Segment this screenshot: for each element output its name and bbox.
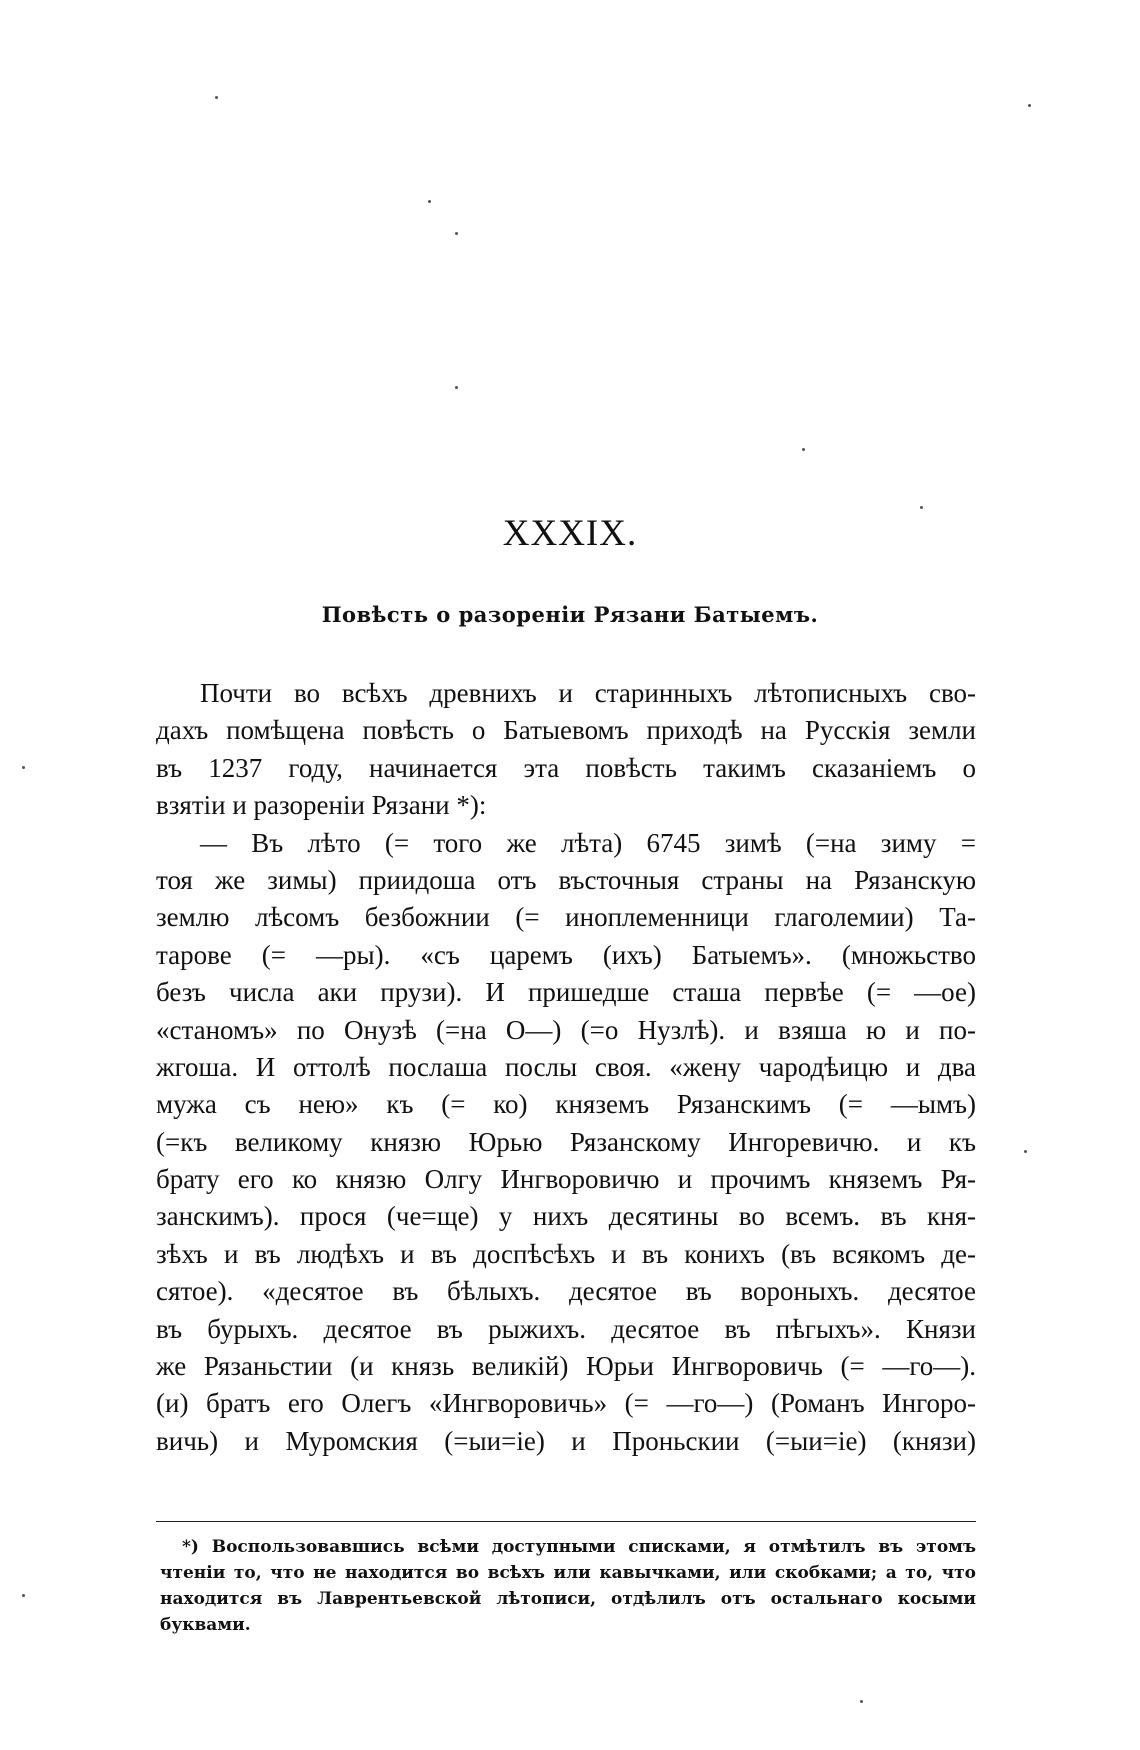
- body-line: — Въ лѣто (= того же лѣта) 6745 зимѣ (=на зиму =: [200, 827, 976, 858]
- body-line: безъ числа аки прузи). И пришедше сташа первѣе (= —ое): [156, 977, 976, 1008]
- body-line: тоя же зимы) приидоша отъ въсточныя страны на Рязанскую: [156, 864, 976, 895]
- scan-speck: [860, 1700, 863, 1703]
- scan-speck: [920, 506, 923, 509]
- footnote-divider: [156, 1521, 976, 1522]
- body-line: въ 1237 году, начинается эта повѣсть такимъ сказаніемъ о: [156, 752, 976, 783]
- body-line: въ бурыхъ. десятое въ рыжихъ. десятое въ пѣгыхъ». Князи: [156, 1313, 976, 1344]
- footnote-line: *) Воспользовавшись всѣми доступными списками, я отмѣтилъ въ этомъ: [182, 1537, 976, 1557]
- body-line: дахъ помѣщена повѣсть о Батыевомъ приходѣ на Русскія земли: [156, 715, 976, 746]
- scan-speck: [215, 96, 218, 99]
- body-line: (и) братъ его Олегъ «Ингворовичь» (= —го—) (Романъ Ингоро-: [156, 1388, 976, 1419]
- footnote-line: чтеніи то, что не находится во всѣхъ или кавычками, или скобками; а то, что: [160, 1563, 976, 1583]
- scan-speck: [1024, 1150, 1027, 1153]
- body-line: Почти во всѣхъ древнихъ и старинныхъ лѣтописныхъ сво-: [200, 678, 976, 708]
- body-line: занскимъ). прося (че=ще) у нихъ десятины во всемъ. въ кня-: [156, 1201, 976, 1232]
- body-line: вичь) и Муромския (=ыи=іе) и Проньскии (=ыи=іе) (князи): [156, 1425, 976, 1456]
- scan-speck: [428, 200, 431, 203]
- scan-speck: [802, 448, 805, 451]
- footnote: [160, 1534, 976, 1638]
- body-line: землю лѣсомъ безбожнии (= иноплеменници глаголемии) Та-: [156, 902, 976, 933]
- body-line: брату его ко князю Олгу Ингворовичю и прочимъ княземъ Ря-: [156, 1164, 976, 1195]
- chapter-title: Повѣсть о разореніи Рязани Батыемъ.: [321, 602, 819, 627]
- footnote-line: находится въ Лаврентьевской лѣтописи, отдѣлилъ отъ остальнаго косыми: [160, 1589, 976, 1609]
- footnote-line: буквами.: [160, 1615, 251, 1635]
- body-line: зѣхъ и въ людѣхъ и въ доспѣсѣхъ и въ конихъ (въ всякомъ де-: [156, 1238, 976, 1269]
- body-line: сятое). «десятое въ бѣлыхъ. десятое въ вороныхъ. десятое: [156, 1276, 976, 1307]
- scan-speck: [22, 1594, 25, 1597]
- body-line: мужа съ нею» къ (= ко) княземъ Рязанскимъ (= —ымъ): [156, 1089, 976, 1120]
- chapter-number: XXXIX.: [502, 513, 638, 554]
- body-line: «станомъ» по Онузѣ (=на О—) (=о Нузлѣ). и взяша ю и по-: [156, 1014, 976, 1045]
- scan-speck: [455, 232, 458, 235]
- body-text: [156, 675, 976, 1460]
- body-line: жгоша. И оттолѣ послаша послы своя. «жену чародѣицю и два: [156, 1051, 976, 1082]
- body-line: взятіи и разореніи Рязани *):: [156, 790, 487, 821]
- body-line: (=къ великому князю Юрью Рязанскому Ингоревичю. и къ: [156, 1126, 976, 1157]
- scan-speck: [455, 386, 458, 389]
- body-line: тарове (= —ры). «съ царемъ (ихъ) Батыемъ». (множьство: [156, 939, 976, 970]
- scan-speck: [1028, 104, 1031, 107]
- body-line: же Рязаньстии (и князь великій) Юрьи Ингворовичь (= —го—).: [156, 1351, 976, 1382]
- scan-speck: [22, 766, 25, 769]
